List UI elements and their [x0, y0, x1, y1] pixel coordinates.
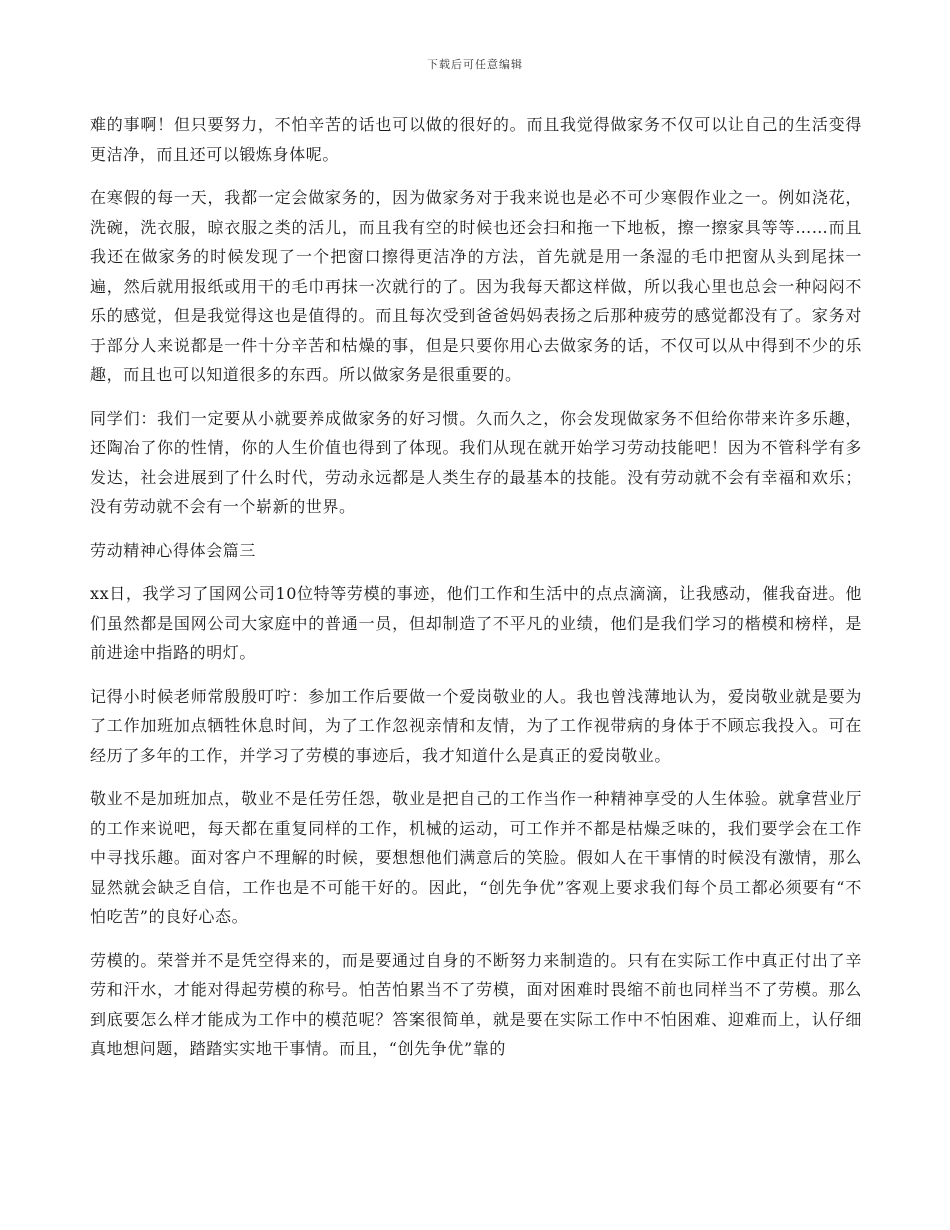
paragraph-4: xx日，我学习了国网公司10位特等劳模的事迹，他们工作和生活中的点点滴滴，让我感动，催我奋进。他们虽然都是国网公司大家庭中的普通一员，但却制造了不平凡的业绩，他们是我们学习的楷模和榜样，是前进途中指路的明灯。	[90, 584, 862, 662]
paragraph-7: 劳模的。荣誉并不是凭空得来的，而是要通过自身的不断努力来制造的。只有在实际工作中真正付出了辛劳和汗水，才能对得起劳模的称号。怕苦怕累当不了劳模，面对困难时畏缩不前也同样当不了劳模。那么到底要怎么样才能成为工作中的模范呢？答案很简单，就是要在实际工作中不怕困难、迎难而上，认仔细真地想问题，踏踏实实地干事情。而且，“创先争优”靠的	[90, 950, 862, 1058]
paragraph-3: 同学们：我们一定要从小就要养成做家务的好习惯。久而久之，你会发现做家务不但给你带来许多乐趣，还陶冶了你的性情，你的人生价值也得到了体现。我们从现在就开始学习劳动技能吧！因为不管科学有多发达，社会进展到了什么时代，劳动永远都是人类生存的最基本的技能。没有劳动就不会有幸福和欢乐；没有劳动就不会有一个崭新的世界。	[90, 408, 862, 516]
document-body	[90, 110, 862, 1078]
paragraph-6: 敬业不是加班加点，敬业不是任劳任怨，敬业是把自己的工作当作一种精神享受的人生体验。就拿营业厅的工作来说吧，每天都在重复同样的工作，机械的运动，可工作并不都是枯燥乏味的，我们要学会在工作中寻找乐趣。面对客户不理解的时候，要想想他们满意后的笑脸。假如人在干事情的时候没有激情，那么显然就会缺乏自信，工作也是不可能干好的。因此，“创先争优”客观上要求我们每个员工都必须要有“不怕吃苦”的良好心态。	[90, 789, 862, 926]
paragraph-2: 在寒假的每一天，我都一定会做家务的，因为做家务对于我来说也是必不可少寒假作业之一。例如浇花，洗碗，洗衣服，晾衣服之类的活儿，而且我有空的时候也还会扫和拖一下地板，擦一擦家具等等……而且我还在做家务的时候发现了一个把窗口擦得更洁净的方法，首先就是用一条湿的毛巾把窗从头到尾抹一遍，然后就用报纸或用干的毛巾再抹一次就行的了。因为我每天都这样做，所以我心里也总会一种闷闷不乐的感觉，但是我觉得这也是值得的。而且每次受到爸爸妈妈表扬之后那种疲劳的感觉都没有了。家务对于部分人来说都是一件十分辛苦和枯燥的事，但是只要你用心去做家务的话，不仅可以从中得到不少的乐趣，而且也可以知道很多的东西。所以做家务是很重要的。	[90, 188, 862, 384]
page-header: 下载后可任意编辑	[427, 58, 523, 71]
paragraph-5: 记得小时候老师常殷殷叮咛：参加工作后要做一个爱岗敬业的人。我也曾浅薄地认为，爱岗敬业就是要为了工作加班加点牺牲休息时间，为了工作忽视亲情和友情，为了工作视带病的身体于不顾忘我投入。可在经历了多年的工作，并学习了劳模的事迹后，我才知道什么是真正的爱岗敬业。	[90, 686, 862, 765]
paragraph-1: 难的事啊！但只要努力，不怕辛苦的话也可以做的很好的。而且我觉得做家务不仅可以让自己的生活变得更洁净，而且还可以锻炼身体呢。	[90, 115, 862, 164]
section-heading: 劳动精神心得体会篇三	[90, 540, 257, 560]
